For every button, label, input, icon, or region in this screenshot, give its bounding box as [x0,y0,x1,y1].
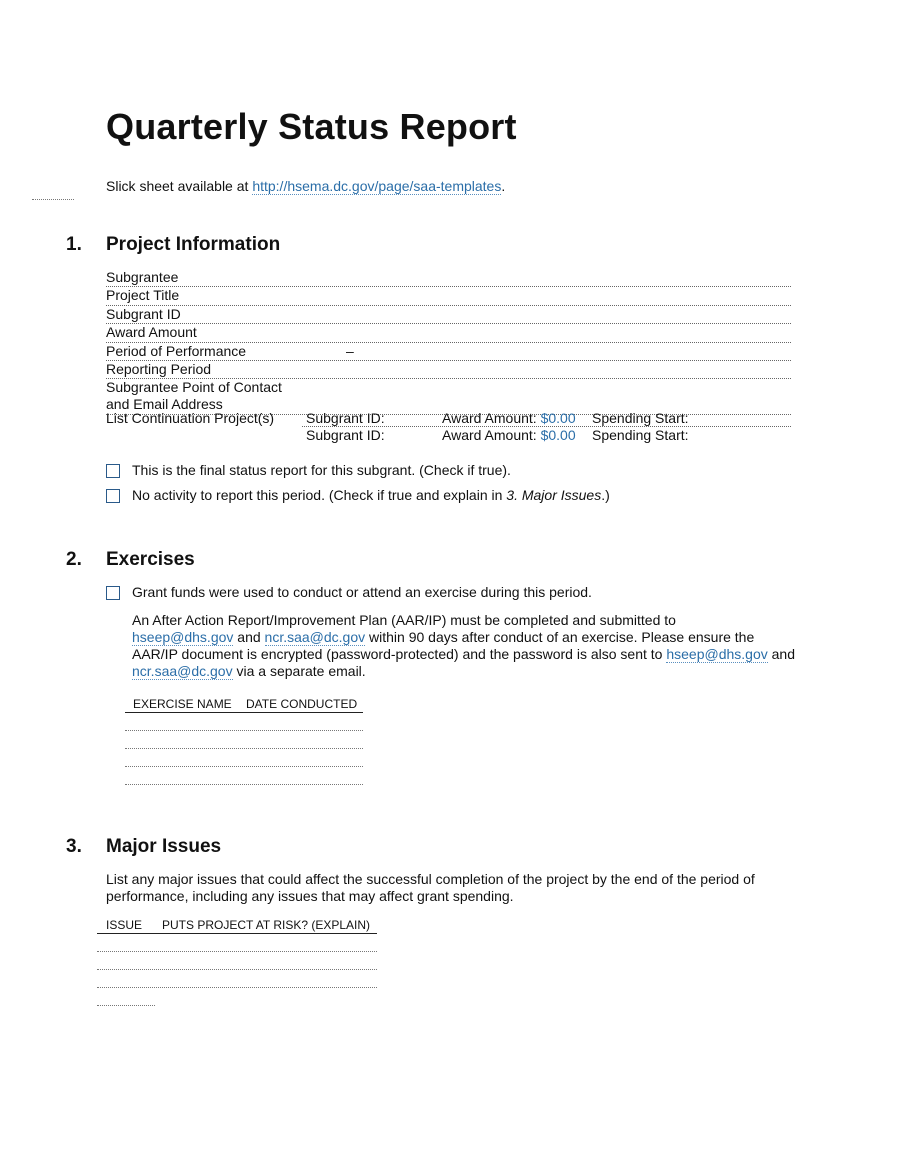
para-text: via a separate email. [232,663,366,679]
section-title: Project Information [106,234,281,255]
table-row[interactable] [97,970,377,988]
para-text: within 90 days after conduct of an exercise. Please ensure the AAR/IP document is encrypted (password-protected) and the password is also sent to [132,629,755,662]
continuation-row[interactable] [106,427,791,444]
exercise-table-header [125,697,363,713]
award-amount-value[interactable]: $0.00 [540,410,576,426]
spending-start-label: Spending Start: [592,410,689,426]
field-subgrant-id[interactable] [106,306,791,324]
field-label: Subgrant ID [106,305,181,322]
column-header-date-conducted: DATE CONDUCTED [246,697,358,711]
subgrant-id-label: Subgrant ID: [306,410,385,426]
checkbox-label [132,485,610,505]
section-number: 2. [66,549,82,570]
award-amount [442,427,576,444]
column-header-issue: ISSUE [106,918,143,932]
column-header-risk: PUTS PROJECT AT RISK? (EXPLAIN) [162,918,371,932]
table-row-partial[interactable] [97,988,155,1006]
document-title: Quarterly Status Report [106,106,517,147]
issues-table [97,918,377,1006]
table-row[interactable] [97,952,377,970]
field-reporting-period[interactable] [106,361,791,379]
label-reference: 3. Major Issues [506,487,602,503]
no-activity-checkbox-row[interactable] [106,485,806,507]
exercise-checkbox-row[interactable] [106,582,806,604]
major-issues-instructions: List any major issues that could affect the successful completion of the project by the end of the period of performance, including any issues that may affect grant spending. [106,871,755,904]
email-link-ncr-saa[interactable]: ncr.saa@dc.gov [264,629,366,645]
checkbox-label: This is the final status report for this subgrant. (Check if true). [132,462,511,478]
continuation-projects [106,410,791,445]
continuation-row[interactable] [106,410,791,427]
label-text: .) [601,487,610,503]
award-amount [442,410,576,427]
award-amount-value[interactable]: $0.00 [540,427,576,444]
table-row[interactable] [125,749,363,767]
spending-start-label: Spending Start: [592,427,689,444]
award-amount-label: Award Amount: [442,427,537,444]
section-title: Exercises [106,549,195,570]
section-number: 1. [66,234,82,255]
margin-dotted-line [32,199,74,200]
period-range-separator: – [346,342,354,359]
exercise-checkbox[interactable] [106,586,120,600]
field-label: Award Amount [106,324,197,341]
field-period-of-performance[interactable] [106,343,791,361]
field-award-amount[interactable] [106,324,791,342]
table-row[interactable] [125,731,363,749]
para-text: An After Action Report/Improvement Plan (AAR/IP) must be completed and submitted to [132,612,676,628]
field-label: Subgrantee Point of Contact [106,379,282,396]
section-title: Major Issues [106,836,222,857]
email-link-hseep[interactable]: hseep@dhs.gov [666,646,768,662]
email-link-ncr-saa[interactable]: ncr.saa@dc.gov [132,663,233,679]
aar-instructions [132,612,802,680]
continuation-label: List Continuation Project(s) [106,410,275,426]
label-text: No activity to report this period. (Check if true and explain in [132,487,507,503]
para-text: and [767,646,795,662]
table-row[interactable] [125,713,363,731]
field-label: Project Title [106,287,180,304]
column-header-exercise-name: EXERCISE NAME [133,697,232,711]
table-row[interactable] [97,934,377,952]
section-number: 3. [66,836,82,857]
field-label: Period of Performance [106,342,247,359]
field-label: Reporting Period [106,360,212,377]
field-project-title[interactable] [106,287,791,305]
field-label: and Email Address [106,396,223,413]
final-report-checkbox[interactable] [106,464,120,478]
slick-sheet-prefix: Slick sheet available at [106,178,253,194]
section-heading-project-information [66,234,281,256]
checkbox-label: Grant funds were used to conduct or attend an exercise during this period. [132,584,592,600]
field-subgrantee[interactable] [106,269,791,287]
exercise-table [125,697,363,785]
section-heading-exercises [66,549,195,571]
award-amount-label: Award Amount: [442,410,537,426]
section1-checkboxes [106,460,806,507]
final-report-checkbox-row[interactable] [106,460,806,482]
section-heading-major-issues [66,836,222,858]
slick-sheet-suffix: . [501,178,506,194]
subgrant-id-label: Subgrant ID: [306,427,385,444]
para-text: and [233,629,265,645]
slick-sheet-link[interactable]: http://hsema.dc.gov/page/saa-templates [252,178,502,194]
issues-table-header [97,918,377,934]
table-row[interactable] [125,767,363,785]
email-link-hseep[interactable]: hseep@dhs.gov [132,629,234,645]
field-label: Subgrantee [106,269,179,285]
exercise-checkbox-container [106,582,806,604]
project-info-fields [106,269,791,415]
no-activity-checkbox[interactable] [106,489,120,503]
slick-sheet-note [106,178,505,194]
